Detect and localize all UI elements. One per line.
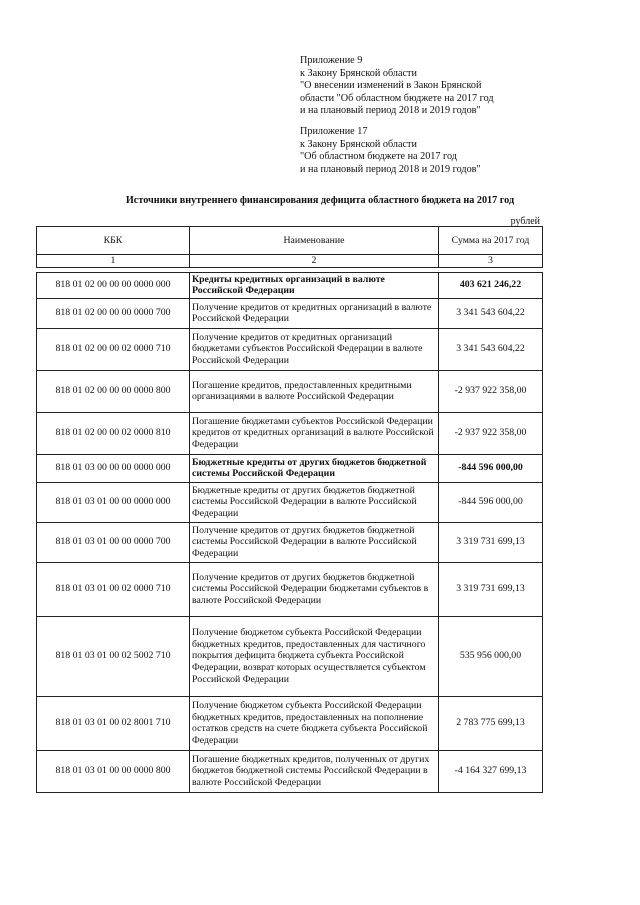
name-cell: Бюджетные кредиты от других бюджетов бюджетной системы Российской Федерации xyxy=(190,454,439,482)
amount-cell: -2 937 922 358,00 xyxy=(439,370,543,412)
amount-cell: 3 319 731 699,13 xyxy=(439,522,543,562)
financing-sources-table xyxy=(36,226,543,793)
name-cell: Кредиты кредитных организаций в валюте Российской Федерации xyxy=(190,272,439,298)
kbk-cell: 818 01 02 00 00 00 0000 700 xyxy=(37,298,190,328)
name-cell: Получение бюджетом субъекта Российской Федерации бюджетных кредитов, предоставленных на пополнение остатков средств на счете бюджета субъекта Российской Федерации xyxy=(190,696,439,750)
kbk-cell: 818 01 02 00 00 02 0000 810 xyxy=(37,412,190,454)
table-row xyxy=(37,370,543,412)
table-row xyxy=(37,412,543,454)
amount-cell: -844 596 000,00 xyxy=(439,482,543,522)
amount-cell: -4 164 327 699,13 xyxy=(439,750,543,792)
table-body xyxy=(37,267,543,792)
table-row xyxy=(37,272,543,298)
appendix-17-line: к Закону Брянской области xyxy=(300,138,417,150)
amount-cell: 535 956 000,00 xyxy=(439,616,543,696)
column-number-2: 2 xyxy=(190,255,439,268)
name-cell: Погашение кредитов, предоставленных кредитными организациями в валюте Российской Федерации xyxy=(190,370,439,412)
appendix-9-line: области "Об областном бюджете на 2017 год xyxy=(300,92,494,104)
amount-cell: -2 937 922 358,00 xyxy=(439,412,543,454)
amount-cell: 3 341 543 604,22 xyxy=(439,298,543,328)
column-header-name: Наименование xyxy=(190,227,439,255)
table-row xyxy=(37,696,543,750)
units-label: рублей xyxy=(510,216,540,227)
kbk-cell: 818 01 02 00 00 02 0000 710 xyxy=(37,328,190,370)
name-cell: Получение бюджетом субъекта Российской Федерации бюджетных кредитов, предоставленных для частичного покрытия дефицита бюджета субъекта Российской Федерации, возврат которых осуществляется субъектом Российской Федерации xyxy=(190,616,439,696)
amount-cell: 3 341 543 604,22 xyxy=(439,328,543,370)
name-cell: Получение кредитов от кредитных организаций в валюте Российской Федерации xyxy=(190,298,439,328)
amount-cell: 3 319 731 699,13 xyxy=(439,562,543,616)
appendix-17-header xyxy=(300,126,560,176)
table-row xyxy=(37,482,543,522)
table-row xyxy=(37,328,543,370)
appendix-17-line: Приложение 17 xyxy=(300,126,368,137)
column-header-sum: Сумма на 2017 год xyxy=(439,227,543,255)
table-row xyxy=(37,562,543,616)
column-number-1: 1 xyxy=(37,255,190,268)
name-cell: Погашение бюджетами субъектов Российской Федерации кредитов от кредитных организаций в валюте Российской Федерации xyxy=(190,412,439,454)
appendix-9-header xyxy=(300,55,560,118)
kbk-cell: 818 01 02 00 00 00 0000 800 xyxy=(37,370,190,412)
table-row xyxy=(37,522,543,562)
kbk-cell: 818 01 03 01 00 00 0000 700 xyxy=(37,522,190,562)
kbk-cell: 818 01 03 01 00 02 8001 710 xyxy=(37,696,190,750)
kbk-cell: 818 01 03 01 00 02 0000 710 xyxy=(37,562,190,616)
amount-cell: 403 621 246,22 xyxy=(439,272,543,298)
name-cell: Получение кредитов от кредитных организаций бюджетами субъектов Российской Федерации в валюте Российской Федерации xyxy=(190,328,439,370)
kbk-cell: 818 01 03 01 00 02 5002 710 xyxy=(37,616,190,696)
table-row xyxy=(37,454,543,482)
document-title: Источники внутреннего финансирования дефицита областного бюджета на 2017 год xyxy=(125,195,515,206)
appendix-9-line: и на плановый период 2018 и 2019 годов" xyxy=(300,105,481,117)
kbk-cell: 818 01 03 01 00 00 0000 800 xyxy=(37,750,190,792)
appendix-17-line: "Об областном бюджете на 2017 год xyxy=(300,151,457,163)
table-row xyxy=(37,616,543,696)
appendix-17-line: и на плановый период 2018 и 2019 годов" xyxy=(300,163,481,175)
amount-cell: 2 783 775 699,13 xyxy=(439,696,543,750)
kbk-cell: 818 01 03 00 00 00 0000 000 xyxy=(37,454,190,482)
appendix-9-line: к Закону Брянской области xyxy=(300,67,417,79)
name-cell: Получение кредитов от других бюджетов бюджетной системы Российской Федерации бюджетами субъектов в валюте Российской Федерации xyxy=(190,562,439,616)
appendix-9-line: Приложение 9 xyxy=(300,55,363,66)
column-number-3: 3 xyxy=(439,255,543,268)
table-row xyxy=(37,750,543,792)
appendix-9-line: "О внесении изменений в Закон Брянской xyxy=(300,80,482,92)
kbk-cell: 818 01 02 00 00 00 0000 000 xyxy=(37,272,190,298)
name-cell: Бюджетные кредиты от других бюджетов бюджетной системы Российской Федерации в валюте Российской Федерации xyxy=(190,482,439,522)
column-header-kbk: КБК xyxy=(37,227,190,255)
name-cell: Погашение бюджетных кредитов, полученных от других бюджетов бюджетной системы Российской Федерации в валюте Российской Федерации xyxy=(190,750,439,792)
amount-cell: -844 596 000,00 xyxy=(439,454,543,482)
kbk-cell: 818 01 03 01 00 00 0000 000 xyxy=(37,482,190,522)
name-cell: Получение кредитов от других бюджетов бюджетной системы Российской Федерации в валюте Российской Федерации xyxy=(190,522,439,562)
table-row xyxy=(37,298,543,328)
